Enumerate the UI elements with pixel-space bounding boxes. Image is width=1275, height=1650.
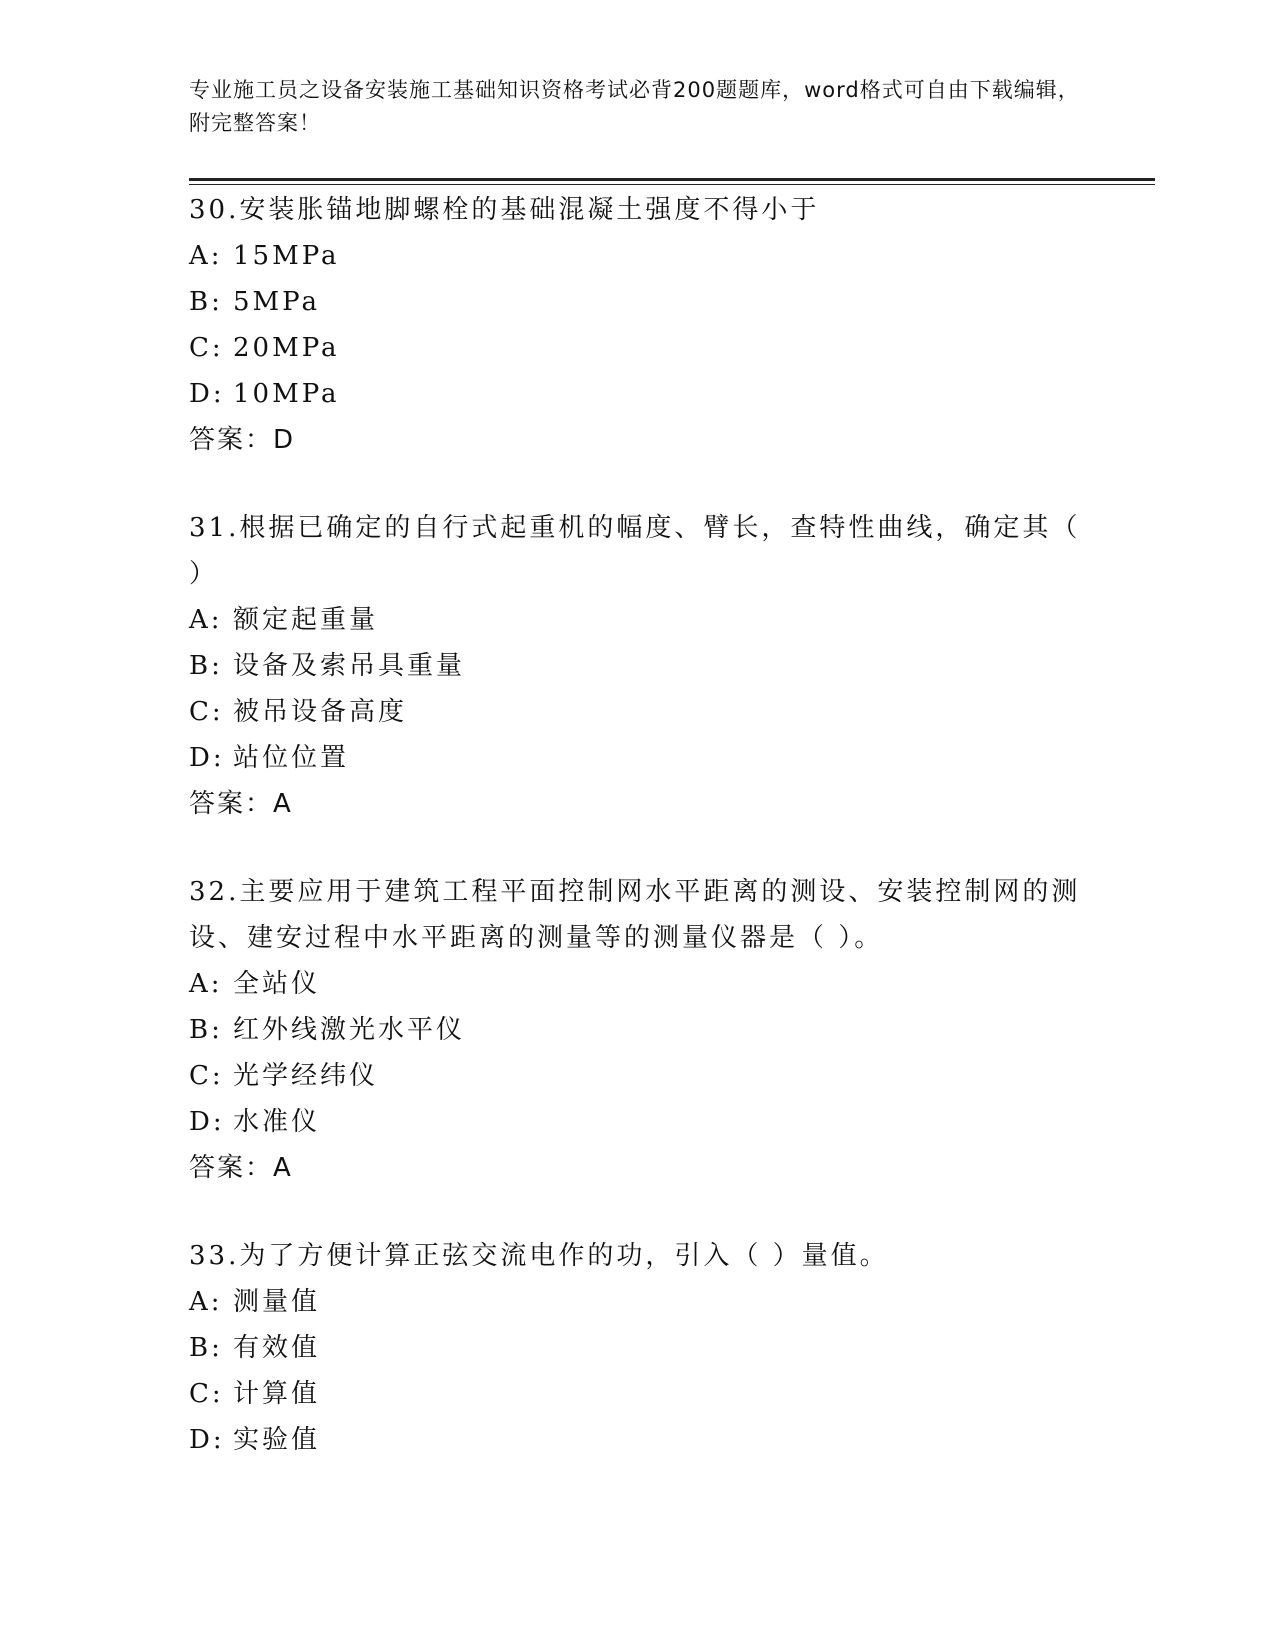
option-b xyxy=(189,643,1089,689)
option-key: C: xyxy=(189,333,224,363)
option-d xyxy=(189,1099,1089,1145)
question-32 xyxy=(189,869,1089,1191)
option-key: B: xyxy=(189,1333,223,1363)
option-text: 被吊设备高度 xyxy=(233,697,408,727)
answer-line: 答案：A xyxy=(189,789,293,819)
option-key: C: xyxy=(189,1379,224,1409)
option-key: D: xyxy=(189,379,225,409)
header-rule-thick xyxy=(189,178,1155,181)
option-d xyxy=(189,371,1089,417)
option-key: C: xyxy=(189,697,224,727)
option-key: A: xyxy=(189,241,223,271)
option-b xyxy=(189,1007,1089,1053)
answer-line: 答案：D xyxy=(189,425,296,455)
question-stem: 30.安装胀锚地脚螺栓的基础混凝土强度不得小于 xyxy=(189,195,820,225)
option-text: 光学经纬仪 xyxy=(233,1061,379,1091)
question-31 xyxy=(189,505,1089,827)
option-text: 全站仪 xyxy=(233,969,321,999)
question-list xyxy=(189,187,1089,1505)
option-text: 水准仪 xyxy=(233,1107,321,1137)
option-key: C: xyxy=(189,1061,224,1091)
option-key: D: xyxy=(189,1425,225,1455)
question-stem: 33.为了方便计算正弦交流电作的功，引入（ ）量值。 xyxy=(189,1241,889,1271)
option-d xyxy=(189,735,1089,781)
option-d xyxy=(189,1417,1089,1463)
document-header: 专业施工员之设备安装施工基础知识资格考试必背200题题库，word格式可自由下载编辑，附完整答案！ xyxy=(189,78,1080,135)
option-c xyxy=(189,1371,1089,1417)
option-text: 计算值 xyxy=(233,1379,321,1409)
option-text: 站位位置 xyxy=(233,743,350,773)
option-text: 10MPa xyxy=(233,379,340,409)
option-key: B: xyxy=(189,651,223,681)
option-text: 设备及索吊具重量 xyxy=(233,651,466,681)
option-b xyxy=(189,1325,1089,1371)
option-key: B: xyxy=(189,287,223,317)
question-stem: 31.根据已确定的自行式起重机的幅度、臂长，查特性曲线，确定其（ ） xyxy=(189,513,1081,589)
option-text: 有效值 xyxy=(233,1333,321,1363)
option-text: 20MPa xyxy=(233,333,340,363)
question-33 xyxy=(189,1233,1089,1463)
option-text: 实验值 xyxy=(233,1425,321,1455)
option-text: 测量值 xyxy=(233,1287,321,1317)
answer-line: 答案：A xyxy=(189,1153,293,1183)
option-text: 5MPa xyxy=(233,287,320,317)
option-text: 额定起重量 xyxy=(233,605,379,635)
question-stem: 32.主要应用于建筑工程平面控制网水平距离的测设、安装控制网的测设、建安过程中水平距离的测量等的测量仪器是（ ）。 xyxy=(189,877,1081,953)
option-key: D: xyxy=(189,743,225,773)
option-c xyxy=(189,689,1089,735)
option-text: 15MPa xyxy=(233,241,340,271)
option-c xyxy=(189,325,1089,371)
header-rule-thin xyxy=(189,184,1155,185)
option-a xyxy=(189,1279,1089,1325)
option-key: A: xyxy=(189,605,223,635)
option-b xyxy=(189,279,1089,325)
option-a xyxy=(189,961,1089,1007)
option-key: A: xyxy=(189,1287,223,1317)
question-30 xyxy=(189,187,1089,463)
option-text: 红外线激光水平仪 xyxy=(233,1015,466,1045)
option-a xyxy=(189,597,1089,643)
option-key: D: xyxy=(189,1107,225,1137)
option-a xyxy=(189,233,1089,279)
option-key: A: xyxy=(189,969,223,999)
option-c xyxy=(189,1053,1089,1099)
option-key: B: xyxy=(189,1015,223,1045)
